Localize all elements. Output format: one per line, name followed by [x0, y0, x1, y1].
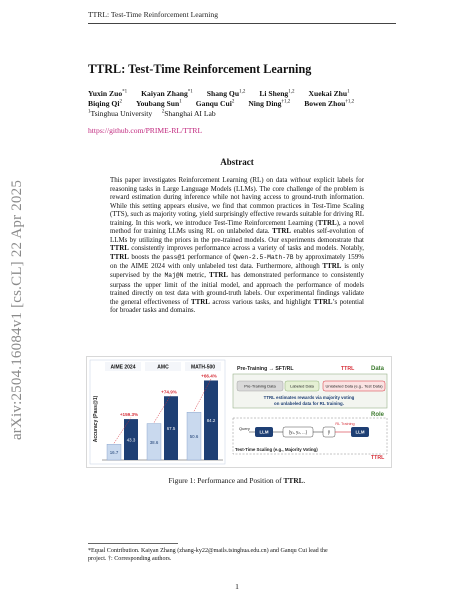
abstract-heading: Abstract	[220, 157, 254, 167]
affiliations	[88, 109, 388, 119]
author-row1-0: Yuxin Zuo$^{*1}$	[88, 89, 128, 98]
footnote-rule	[88, 543, 178, 544]
running-head: TTRL: Test-Time Reinforcement Learning	[88, 10, 219, 19]
arxiv-stamp: arXiv:2504.16084v1 [cs.CL] 22 Apr 2025	[9, 179, 25, 441]
note-line-2: on unlabeled data for RL training.	[274, 401, 344, 406]
category-label-2: MATH-500	[190, 364, 216, 371]
author-row2-2: Ganqu Cui$^2$	[195, 99, 235, 108]
bar-ttrl-value-1: 67.5	[166, 426, 176, 432]
github-link[interactable]: https://github.com/PRIME-RL/TTRL	[88, 126, 203, 135]
author-row-2	[88, 99, 388, 109]
footnote-line-1: *Equal Contribution. Kaiyan Zhang (zhang-ky22@mails.tsinghua.edu.cn) and Ganqu Cui lead the	[88, 548, 328, 554]
llm-text-1: LLM	[259, 429, 269, 435]
bar-base-value-0: 16.7	[109, 450, 119, 456]
ttrl-position-diagram	[233, 366, 387, 461]
bar-ttrl-value-2: 84.2	[206, 418, 216, 424]
figure-svg	[87, 357, 391, 467]
footnote-line-2: project. †: Corresponding authors.	[88, 555, 172, 562]
author-row2-3: Ning Ding$^{\dagger 1,2}$	[248, 99, 291, 108]
author-row1-1: Kaiyan Zhang$^{*1}$	[141, 89, 193, 98]
llm-text-2: LLM	[355, 429, 365, 435]
figure-caption: Figure 1: Performance and Position of TTRL.	[168, 476, 306, 485]
author-row2-0: Biqing Qi$^2$	[88, 99, 122, 108]
note-line-1: TTRL estimates rewards via majority voting	[263, 395, 355, 400]
performance-bar-chart	[90, 360, 225, 464]
gain-label-0: +159.3%	[119, 412, 139, 418]
affil-shanghai: Shanghai AI Lab	[164, 109, 216, 118]
role-label: Role	[371, 412, 385, 418]
affil-sup-2: 2	[161, 109, 165, 115]
outputs-text: {y₁, y₂, ...}	[288, 429, 308, 435]
category-label-0: AIME 2024	[110, 364, 136, 371]
author-row1-3: Li Sheng$^{1,2}$	[259, 89, 295, 98]
author-row1-4: Xuekai Zhu$^1$	[308, 89, 350, 98]
tts-label: Test-Time Scaling (e.g., Majority Voting)	[235, 447, 318, 452]
author-row2-1: Youbang Sun$^1$	[135, 99, 182, 108]
y-axis-label: Accuracy (Pass@1)	[93, 395, 99, 443]
affil-tsinghua: Tsinghua University	[90, 109, 153, 118]
author-row-1	[88, 89, 388, 99]
gain-label-1: +74.9%	[161, 389, 177, 395]
affil-sup-1: 1	[88, 109, 91, 115]
footnote	[88, 548, 398, 563]
author-row2-4: Bowen Zhou$^{\dagger 1,2}$	[304, 99, 355, 108]
unlabeled-data-text: Unlabeled Data (e.g., Test Data)	[325, 383, 383, 389]
ttrl-top-label: TTRL	[341, 366, 355, 372]
author-row1-2: Shang Qu$^{1,2}$	[206, 89, 246, 98]
author-block	[88, 89, 388, 119]
rl-training-text: RL Training	[335, 422, 355, 426]
figure-1	[86, 356, 392, 468]
gain-label-2: +66.4%	[201, 373, 217, 379]
pretraining-data-text: Pre-Training Data	[244, 383, 276, 389]
abstract-body: This paper investigates Reinforcement Learning (RL) on data without explicit labels for reasoning tasks in Large Language Models (LLMs). The core challenge of the problem is reward estimation during inference while not having access to ground-truth information. While this setting appears elusive, we find that common practices in Test-Time Scaling (TTS), such as majority voting, yield surprisingly effective rewards suitable for driving RL training. In this work, we introduce Test-Time Reinforcement Learning (TTRL), a novel method for training LLMs using RL on unlabeled data. TTRL enables self-evolution of LLMs by utilizing the priors in the pre-trained models. Our experiments demonstrate that TTRL consistently improves performance across a variety of tasks and models. Notably, TTRL boosts the pass@1 performance of Qwen-2.5-Math-7B by approximately 159% on the AIME 2024 with only unlabeled test data. Furthermore, although TTRL is only supervised by the Maj@N metric, TTRL has demonstrated performance to consistently surpass the upper limit of the initial model, and approach the performance of models trained directly on test data with ground-truth labels. Our experimental findings validate the general effectiveness of TTRL across various tasks, and highlight TTRL’s potential for broader tasks and domains.	[110, 176, 365, 315]
pretraining-label: Pre-Training → SFT/RL	[237, 366, 294, 372]
header-rule	[88, 23, 396, 24]
data-label: Data	[371, 366, 385, 372]
paper-title: TTRL: Test-Time Reinforcement Learning	[88, 62, 312, 76]
page-number: 1	[235, 582, 239, 591]
yhat-text: ŷ	[327, 429, 331, 435]
bar-base-value-2: 50.6	[189, 434, 199, 440]
bar-base-value-1: 38.6	[149, 439, 159, 445]
category-label-1: AMC	[157, 364, 169, 371]
bar-ttrl-value-0: 43.3	[126, 437, 136, 443]
query-text: Query	[239, 426, 250, 431]
ttrl-bottom-label: TTRL	[371, 455, 385, 461]
labeled-data-text: Labeled Data	[290, 383, 314, 389]
